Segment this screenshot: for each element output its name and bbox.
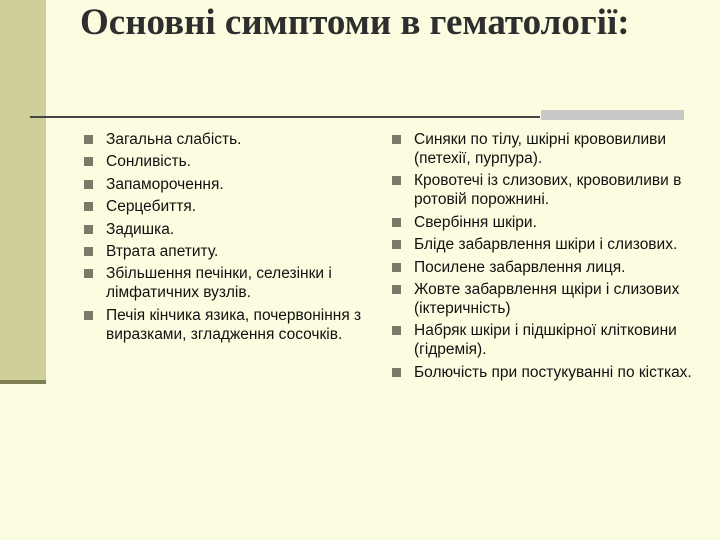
list-item bbox=[392, 213, 702, 232]
list-item-text: Свербіння шкіри. bbox=[414, 213, 537, 231]
list-item bbox=[84, 130, 374, 149]
list-item-text: Набряк шкіри і підшкірної клітковини (гідремія). bbox=[414, 322, 677, 359]
list-item-text: Печія кінчика язика, почервоніння з виразками, згладження сосочків. bbox=[106, 306, 362, 343]
list-item bbox=[84, 306, 374, 344]
list-item-text: Втрата апетиту. bbox=[106, 242, 219, 260]
list-item bbox=[392, 130, 702, 168]
list-item-text: Запаморочення. bbox=[106, 175, 224, 193]
list-item-text: Бліде забарвлення шкіри і слизових. bbox=[414, 236, 678, 254]
list-item bbox=[392, 258, 702, 277]
square-bullet-icon bbox=[84, 157, 93, 166]
square-bullet-icon bbox=[84, 225, 93, 234]
left-accent-bar-edge bbox=[0, 380, 46, 384]
list-item-text: Збільшення печінки, селезінки і лімфатичних вузлів. bbox=[106, 265, 332, 302]
square-bullet-icon bbox=[392, 218, 401, 227]
symptom-list-left bbox=[84, 130, 374, 347]
left-accent-bar bbox=[0, 0, 46, 384]
square-bullet-icon bbox=[84, 202, 93, 211]
square-bullet-icon bbox=[84, 135, 93, 144]
list-item bbox=[84, 197, 374, 216]
list-item-text: Жовте забарвлення щкіри і слизових (іктеричність) bbox=[414, 280, 680, 317]
list-item bbox=[392, 280, 702, 318]
list-item-text: Кровотечі із слизових, крововиливи в ротовій порожнині. bbox=[414, 172, 682, 209]
list-item-text: Сонливість. bbox=[106, 153, 191, 171]
square-bullet-icon bbox=[84, 311, 93, 320]
list-item bbox=[392, 235, 702, 254]
list-item bbox=[84, 264, 374, 302]
list-item-text: Серцебиття. bbox=[106, 198, 197, 216]
square-bullet-icon bbox=[84, 247, 93, 256]
title-divider-line bbox=[30, 116, 540, 118]
list-item bbox=[84, 152, 374, 171]
square-bullet-icon bbox=[392, 176, 401, 185]
list-item bbox=[392, 363, 702, 382]
square-bullet-icon bbox=[392, 263, 401, 272]
list-item bbox=[84, 220, 374, 239]
list-item bbox=[392, 321, 702, 359]
square-bullet-icon bbox=[392, 285, 401, 294]
list-item bbox=[84, 242, 374, 261]
square-bullet-icon bbox=[392, 135, 401, 144]
square-bullet-icon bbox=[392, 240, 401, 249]
title-divider-block bbox=[541, 110, 684, 120]
square-bullet-icon bbox=[84, 180, 93, 189]
symptom-list-right bbox=[392, 130, 702, 385]
list-item bbox=[392, 171, 702, 209]
square-bullet-icon bbox=[84, 269, 93, 278]
list-item bbox=[84, 175, 374, 194]
list-item-text: Посилене забарвлення лиця. bbox=[414, 258, 626, 276]
square-bullet-icon bbox=[392, 368, 401, 377]
slide-title: Основні симптоми в гематології: bbox=[80, 2, 630, 43]
list-item-text: Синяки по тілу, шкірні крововиливи (петехії, пурпура). bbox=[414, 131, 667, 167]
square-bullet-icon bbox=[392, 326, 401, 335]
list-item-text: Болючість при постукуванні по кістках. bbox=[414, 363, 692, 381]
list-item-text: Загальна слабість. bbox=[106, 131, 242, 148]
list-item-text: Задишка. bbox=[106, 220, 175, 238]
